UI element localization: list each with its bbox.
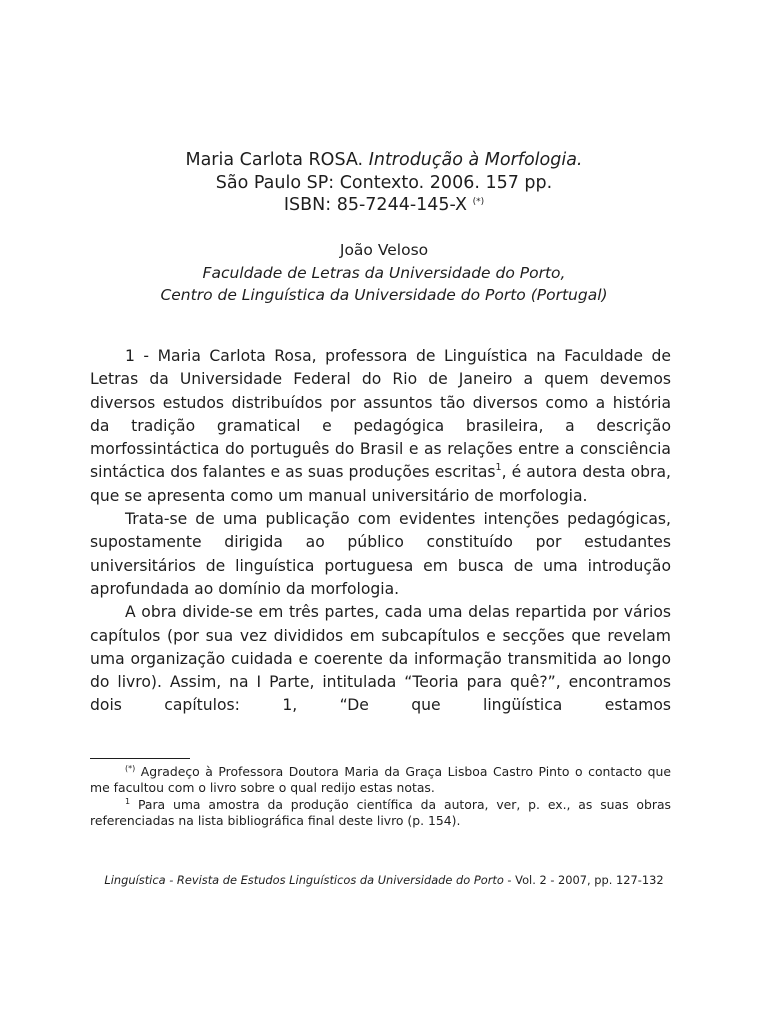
- journal-name: Linguística - Revista de Estudos Linguísticos da Universidade do Porto: [104, 873, 504, 887]
- reviewer-block: [90, 239, 678, 307]
- footnote-separator: [90, 758, 190, 759]
- issue-details: - Vol. 2 - 2007, pp. 127-132: [503, 873, 664, 887]
- footnote-text: Agradeço à Professora Doutora Maria da Graça Lisboa Castro Pinto o contacto que me facultou com o livro sobre o qual redijo estas notas.: [90, 764, 671, 796]
- footnote-item: [90, 797, 671, 830]
- body-paragraph-1: [90, 345, 671, 508]
- review-body: [90, 345, 671, 718]
- footnote-text: Para uma amostra da produção científica da autora, ver, p. ex., as suas obras referenciadas na lista bibliográfica final deste livro (p. 154).: [90, 796, 671, 828]
- running-footer: [90, 873, 678, 888]
- reviewer-affiliation-2: Centro de Linguística da Universidade do Porto (Portugal): [160, 286, 608, 304]
- reviewer-affiliation-1: Faculdade de Letras da Universidade do Porto,: [202, 263, 566, 282]
- reviewed-author: Maria Carlota ROSA.: [185, 150, 364, 170]
- footnote-reference-1: 1: [495, 462, 502, 474]
- reviewed-title: Introdução à Morfologia.: [368, 150, 583, 170]
- paragraph-1-text-b: , é autora desta obra, que se apresenta como um manual universitário de morfologia.: [90, 463, 671, 505]
- paragraph-1-text-a: 1 - Maria Carlota Rosa, professora de Linguística na Faculdade de Letras da Universidade Federal do Rio de Janeiro a quem devemos diversos estudos distribuídos por assuntos tão diversos como a história da tradição gramatical e pedagógica brasileira, a descrição morfossintáctica do português do Brasil e as relações entre a consciência sintáctica dos falantes e as suas produções escritas: [90, 347, 671, 482]
- review-header-line-1: [90, 149, 678, 172]
- reviewer-name: João Veloso: [339, 241, 429, 259]
- isbn: ISBN: 85-7244-145-X: [283, 195, 467, 215]
- body-paragraph-2: Trata-se de uma publicação com evidentes intenções pedagógicas, supostamente dirigida ao público constituído por estudantes universitários de linguística portuguesa em busca de uma introdução aprofundada ao domínio da morfologia.: [90, 510, 671, 598]
- publication-details: São Paulo SP: Contexto. 2006. 157 pp.: [215, 172, 553, 193]
- footnote-mark: 1: [125, 796, 131, 806]
- footnote-mark: (*): [125, 764, 136, 773]
- review-header: [90, 149, 678, 217]
- isbn-line: [90, 194, 678, 217]
- footnote-item: [90, 764, 671, 797]
- footnotes: [90, 764, 671, 829]
- isbn-note-mark: (*): [472, 197, 485, 207]
- body-paragraph-3: A obra divide-se em três partes, cada uma delas repartida por vários capítulos (por sua vez divididos em subcapítulos e secções que revelam uma organização cuidada e coerente da informação transmitida ao longo do livro). Assim, na I Parte, intitulada “Teoria para quê?”, encontramos dois capítulos: 1, “De que lingüística estamos: [90, 603, 671, 715]
